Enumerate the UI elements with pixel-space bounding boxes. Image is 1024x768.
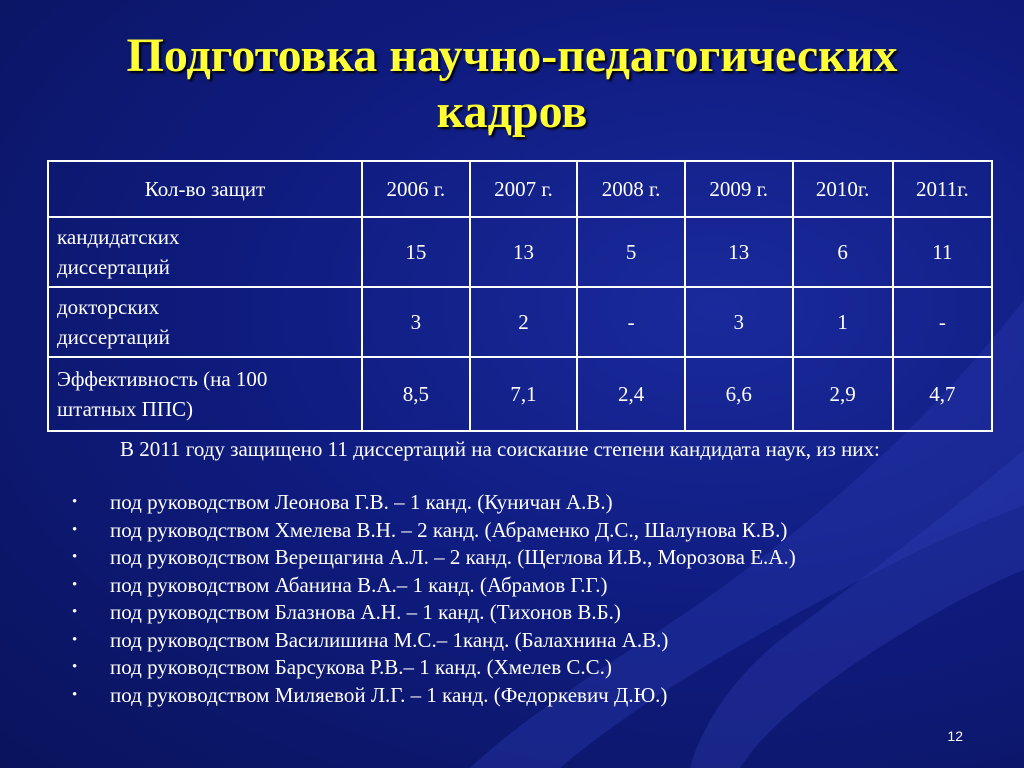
- row-label-line: кандидатских: [57, 225, 180, 249]
- list-item: [72, 627, 796, 655]
- list-item: [72, 654, 796, 682]
- list-item: [72, 572, 796, 600]
- bullet-icon: •: [72, 686, 78, 703]
- bullet-icon: •: [72, 494, 78, 510]
- table-cell: 4,7: [893, 357, 992, 431]
- row-label-line: диссертаций: [57, 255, 170, 279]
- table-cell: 15: [362, 217, 470, 287]
- table-cell: 7,1: [470, 357, 578, 431]
- list-item-text: под руководством Блазнова А.Н. – 1 канд. (Тихонов В.Б.): [110, 600, 621, 624]
- list-item-text: под руководством Хмелева В.Н. – 2 канд. (Абраменко Д.С., Шалунова К.В.): [110, 517, 788, 542]
- table-row-candidate: [48, 217, 992, 287]
- list-item-text: под руководством Абанина В.А.– 1 канд. (Абрамов Г.Г.): [110, 572, 608, 597]
- title-line-1: Подготовка научно-педагогических: [126, 29, 898, 82]
- defenses-table: [47, 160, 993, 432]
- supervisor-list: [72, 489, 796, 709]
- year-header: 2008 г.: [577, 161, 685, 217]
- title-line-2: кадров: [436, 85, 588, 138]
- intro-paragraph: [59, 436, 981, 463]
- table-cell: 6,6: [685, 357, 793, 431]
- bullet-icon: •: [72, 659, 78, 675]
- bullet-icon: •: [72, 549, 78, 565]
- row-label: [48, 287, 362, 357]
- list-item: [72, 682, 796, 710]
- bullet-icon: •: [72, 604, 78, 620]
- list-item-text: под руководством Леонова Г.В. – 1 канд. (Куничан А.В.): [110, 490, 613, 514]
- table-row-doctoral: [48, 287, 992, 357]
- year-header: 2009 г.: [685, 161, 793, 217]
- row-label-line: докторских: [57, 295, 160, 319]
- table-cell: 13: [470, 217, 578, 287]
- list-item: [72, 599, 796, 627]
- table-cell: 8,5: [362, 357, 470, 431]
- header-label: Кол-во защит: [48, 161, 362, 217]
- table-cell: -: [577, 287, 685, 357]
- row-label: [48, 217, 362, 287]
- list-item-text: под руководством Миляевой Л.Г. – 1 канд. (Федоркевич Д.Ю.): [110, 682, 668, 707]
- table-cell: -: [893, 287, 992, 357]
- list-item-text: под руководством Барсукова Р.В.– 1 канд. (Хмелев С.С.): [110, 655, 612, 679]
- year-header: 2007 г.: [470, 161, 578, 217]
- table-cell: 3: [685, 287, 793, 357]
- table-header-row: [48, 161, 992, 217]
- table-cell: 2,9: [793, 357, 893, 431]
- table-row-efficiency: [48, 357, 992, 431]
- table-cell: 3: [362, 287, 470, 357]
- intro-text: В 2011 году защищено 11 диссертаций на соискание степени кандидата наук, из них:: [120, 437, 880, 461]
- bullet-icon: •: [72, 631, 78, 648]
- bullet-icon: •: [72, 576, 78, 593]
- row-label-line: диссертаций: [57, 325, 170, 349]
- row-label-line: Эффективность (на 100: [57, 367, 268, 391]
- bullet-icon: •: [72, 521, 78, 538]
- table-cell: 6: [793, 217, 893, 287]
- list-item-text: под руководством Василишина М.С.– 1канд. (Балахнина А.В.): [110, 627, 669, 652]
- row-label: [48, 357, 362, 431]
- table-cell: 11: [893, 217, 992, 287]
- table-cell: 5: [577, 217, 685, 287]
- table-cell: 2: [470, 287, 578, 357]
- year-header: 2011г.: [893, 161, 992, 217]
- year-header: 2010г.: [793, 161, 893, 217]
- table-cell: 2,4: [577, 357, 685, 431]
- list-item: [72, 517, 796, 545]
- list-item: [72, 544, 796, 572]
- list-item: [72, 489, 796, 517]
- list-item-text: под руководством Верещагина А.Л. – 2 канд. (Щеглова И.В., Морозова Е.А.): [110, 545, 796, 569]
- table-cell: 1: [793, 287, 893, 357]
- slide-title: [0, 28, 1024, 140]
- row-label-line: штатных ППС): [57, 397, 193, 421]
- table-cell: 13: [685, 217, 793, 287]
- year-header: 2006 г.: [362, 161, 470, 217]
- page-number: 12: [947, 728, 963, 744]
